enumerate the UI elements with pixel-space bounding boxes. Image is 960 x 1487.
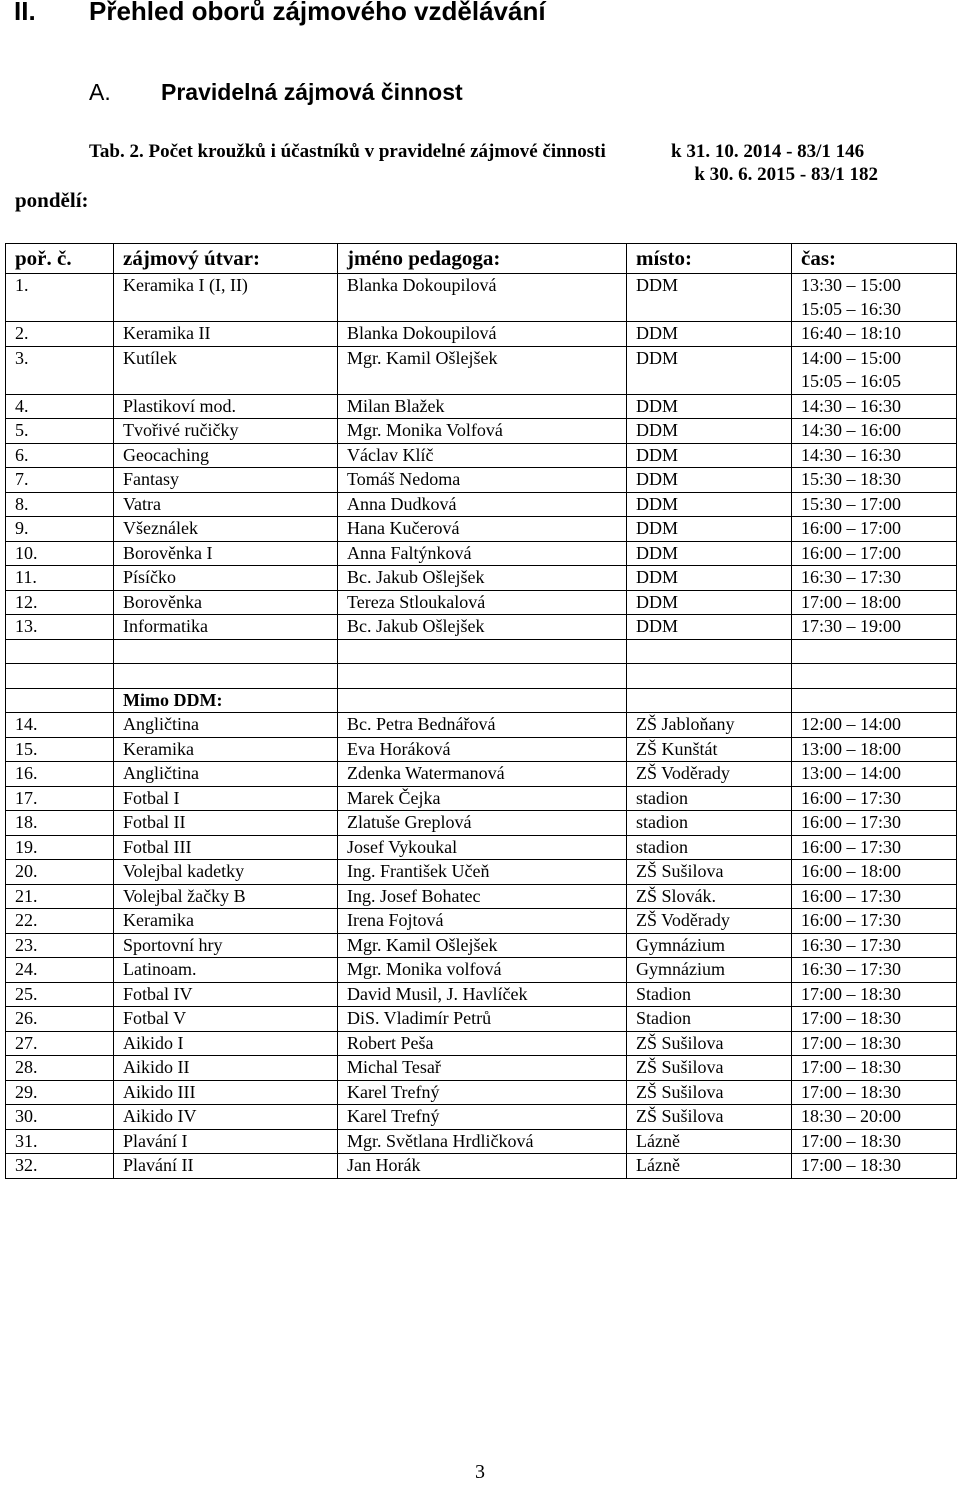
cell-time bbox=[792, 590, 957, 615]
cell-order: 20. bbox=[6, 860, 114, 885]
time-range: 17:00 – 18:30 bbox=[801, 1057, 902, 1077]
cell-order: 9. bbox=[6, 517, 114, 542]
time-range-second: 15:05 – 16:30 bbox=[801, 298, 902, 319]
cell-activity: Aikido I bbox=[114, 1031, 338, 1056]
cell-teacher: Ing. František Učeň bbox=[338, 860, 627, 885]
cell-place: DDM bbox=[627, 517, 792, 542]
cell-place: ZŠ Slovák. bbox=[627, 884, 792, 909]
table-row bbox=[6, 590, 957, 615]
subsection-title: Pravidelná zájmová činnost bbox=[161, 79, 463, 105]
table-row bbox=[6, 566, 957, 591]
cell-time bbox=[792, 443, 957, 468]
cell-activity: Plavání I bbox=[114, 1129, 338, 1154]
cell-place: DDM bbox=[627, 615, 792, 640]
time-range: 16:30 – 17:30 bbox=[801, 934, 902, 955]
page-number: 3 bbox=[475, 1461, 485, 1483]
cell-time bbox=[792, 322, 957, 347]
cell-activity: Aikido II bbox=[114, 1056, 338, 1081]
cell-order: 5. bbox=[6, 419, 114, 444]
time-range: 14:00 – 15:00 bbox=[801, 347, 902, 368]
cell-activity: Fotbal I bbox=[114, 786, 338, 811]
time-range: 16:40 – 18:10 bbox=[801, 323, 902, 343]
time-range: 16:30 – 17:30 bbox=[801, 567, 902, 587]
cell-order: 12. bbox=[6, 590, 114, 615]
cell-time bbox=[792, 958, 957, 983]
cell-order: 14. bbox=[6, 713, 114, 738]
time-range: 13:30 – 15:00 bbox=[801, 275, 902, 295]
header-teacher: jméno pedagoga: bbox=[338, 244, 627, 274]
header-time: čas: bbox=[792, 244, 957, 274]
cell-activity: Písíčko bbox=[114, 566, 338, 591]
cell-time bbox=[792, 468, 957, 493]
cell-activity: Sportovní hry bbox=[114, 933, 338, 958]
time-range: 16:00 – 17:30 bbox=[801, 885, 902, 906]
time-range: 15:30 – 17:00 bbox=[801, 493, 902, 514]
cell-time bbox=[792, 860, 957, 885]
table-row bbox=[6, 517, 957, 542]
schedule-table bbox=[5, 243, 957, 1179]
cell-place: ZŠ Voděrady bbox=[627, 762, 792, 787]
cell-order: 26. bbox=[6, 1007, 114, 1032]
time-range: 17:00 – 18:30 bbox=[801, 1032, 902, 1053]
cell-time bbox=[792, 737, 957, 762]
cell-order: 23. bbox=[6, 933, 114, 958]
cell-teacher: Blanka Dokoupilová bbox=[338, 322, 627, 347]
table-row bbox=[6, 492, 957, 517]
cell-time bbox=[792, 909, 957, 934]
section-number: II. bbox=[14, 0, 36, 26]
cell-time bbox=[792, 884, 957, 909]
cell-time bbox=[792, 1154, 957, 1179]
table-row bbox=[6, 811, 957, 836]
cell-order: 29. bbox=[6, 1080, 114, 1105]
cell-time bbox=[792, 274, 957, 322]
table-row bbox=[6, 1129, 957, 1154]
time-range: 16:00 – 17:30 bbox=[801, 787, 902, 808]
time-range: 16:00 – 17:00 bbox=[801, 542, 902, 563]
cell-teacher: Mgr. Monika volfová bbox=[338, 958, 627, 983]
table-row bbox=[6, 1154, 957, 1179]
cell-place: Stadion bbox=[627, 982, 792, 1007]
time-range: 16:00 – 17:30 bbox=[801, 812, 902, 832]
table-header-row bbox=[6, 244, 957, 274]
cell-place: DDM bbox=[627, 566, 792, 591]
cell-time bbox=[792, 1007, 957, 1032]
table-row bbox=[6, 835, 957, 860]
table-stat-2015: k 30. 6. 2015 - 83/1 182 bbox=[694, 164, 878, 185]
cell-teacher: Robert Peša bbox=[338, 1031, 627, 1056]
cell-teacher: Anna Dudková bbox=[338, 492, 627, 517]
table-row bbox=[6, 884, 957, 909]
table-row bbox=[6, 1056, 957, 1081]
cell-activity: Aikido III bbox=[114, 1080, 338, 1105]
table-row bbox=[6, 933, 957, 958]
cell-order: 24. bbox=[6, 958, 114, 983]
header-place: místo: bbox=[627, 244, 792, 274]
time-range-second: 15:05 – 16:05 bbox=[801, 371, 902, 391]
cell-order: 19. bbox=[6, 835, 114, 860]
time-range: 17:30 – 19:00 bbox=[801, 616, 902, 636]
cell-place: ZŠ Sušilova bbox=[627, 1056, 792, 1081]
cell-activity: Volejbal žačky B bbox=[114, 884, 338, 909]
table-row bbox=[6, 982, 957, 1007]
cell-place: DDM bbox=[627, 468, 792, 493]
cell-teacher: Mgr. Kamil Ošlejšek bbox=[338, 933, 627, 958]
cell-order: 15. bbox=[6, 737, 114, 762]
cell-teacher: Hana Kučerová bbox=[338, 517, 627, 542]
cell-time bbox=[792, 419, 957, 444]
cell-activity: Volejbal kadetky bbox=[114, 860, 338, 885]
cell-place: DDM bbox=[627, 394, 792, 419]
cell-order: 13. bbox=[6, 615, 114, 640]
cell-teacher: Tereza Stloukalová bbox=[338, 590, 627, 615]
mimo-ddm-row bbox=[6, 688, 957, 713]
cell-order: 31. bbox=[6, 1129, 114, 1154]
time-range: 17:00 – 18:30 bbox=[801, 1155, 902, 1175]
table-row bbox=[6, 394, 957, 419]
cell-teacher: Mgr. Světlana Hrdličková bbox=[338, 1129, 627, 1154]
table-row bbox=[6, 737, 957, 762]
subsection-letter: A. bbox=[89, 79, 111, 105]
cell-teacher: Jan Horák bbox=[338, 1154, 627, 1179]
cell-activity: Plastikoví mod. bbox=[114, 394, 338, 419]
time-range: 17:00 – 18:30 bbox=[801, 983, 902, 1004]
cell-activity: Keramika I (I, II) bbox=[114, 274, 338, 322]
cell-place: ZŠ Sušilova bbox=[627, 1031, 792, 1056]
cell-teacher: Bc. Jakub Ošlejšek bbox=[338, 566, 627, 591]
cell-order: 7. bbox=[6, 468, 114, 493]
cell-activity: Kutílek bbox=[114, 346, 338, 394]
time-range: 17:00 – 18:00 bbox=[801, 591, 902, 612]
cell-place: Gymnázium bbox=[627, 933, 792, 958]
cell-time bbox=[792, 762, 957, 787]
cell-activity: Informatika bbox=[114, 615, 338, 640]
cell-order: 32. bbox=[6, 1154, 114, 1179]
cell-time bbox=[792, 933, 957, 958]
cell-order: 10. bbox=[6, 541, 114, 566]
cell-activity: Angličtina bbox=[114, 762, 338, 787]
cell-teacher: Eva Horáková bbox=[338, 737, 627, 762]
table-row bbox=[6, 443, 957, 468]
header-activity: zájmový útvar: bbox=[114, 244, 338, 274]
table-row bbox=[6, 1080, 957, 1105]
cell-order: 6. bbox=[6, 443, 114, 468]
cell-activity: Keramika II bbox=[114, 322, 338, 347]
table-row bbox=[6, 1031, 957, 1056]
table-row bbox=[6, 468, 957, 493]
cell-activity: Angličtina bbox=[114, 713, 338, 738]
cell-teacher: Michal Tesař bbox=[338, 1056, 627, 1081]
cell-order: 3. bbox=[6, 346, 114, 394]
cell-teacher: Irena Fojtová bbox=[338, 909, 627, 934]
cell-activity: Vatra bbox=[114, 492, 338, 517]
cell-time bbox=[792, 1105, 957, 1130]
cell-order: 30. bbox=[6, 1105, 114, 1130]
cell-time bbox=[792, 541, 957, 566]
cell-time bbox=[792, 1031, 957, 1056]
cell-order: 22. bbox=[6, 909, 114, 934]
cell-place: Lázně bbox=[627, 1154, 792, 1179]
time-range: 14:30 – 16:00 bbox=[801, 420, 902, 440]
table-caption bbox=[89, 141, 864, 163]
header-order: poř. č. bbox=[6, 244, 114, 274]
cell-time bbox=[792, 615, 957, 640]
cell-activity: Keramika bbox=[114, 737, 338, 762]
cell-time bbox=[792, 713, 957, 738]
section-heading bbox=[14, 0, 546, 27]
table-row bbox=[6, 419, 957, 444]
cell-order: 4. bbox=[6, 394, 114, 419]
cell-teacher: Anna Faltýnková bbox=[338, 541, 627, 566]
cell-order: 25. bbox=[6, 982, 114, 1007]
cell-order: 18. bbox=[6, 811, 114, 836]
cell-place: DDM bbox=[627, 590, 792, 615]
time-range: 12:00 – 14:00 bbox=[801, 714, 902, 734]
table-row bbox=[6, 346, 957, 394]
cell-time bbox=[792, 492, 957, 517]
table-row bbox=[6, 786, 957, 811]
cell-time bbox=[792, 786, 957, 811]
cell-activity: Fotbal V bbox=[114, 1007, 338, 1032]
time-range: 16:00 – 17:00 bbox=[801, 518, 902, 538]
cell-place: stadion bbox=[627, 811, 792, 836]
cell-time bbox=[792, 346, 957, 394]
cell-teacher: Václav Klíč bbox=[338, 443, 627, 468]
cell-teacher: David Musil, J. Havlíček bbox=[338, 982, 627, 1007]
day-label: pondělí: bbox=[15, 188, 89, 212]
mimo-ddm-label: Mimo DDM: bbox=[114, 688, 338, 713]
table-caption-text: Tab. 2. Počet kroužků i účastníků v pravidelné zájmové činnosti bbox=[89, 141, 606, 162]
table-row bbox=[6, 1105, 957, 1130]
table-row bbox=[6, 541, 957, 566]
cell-order: 2. bbox=[6, 322, 114, 347]
cell-time bbox=[792, 566, 957, 591]
cell-order: 8. bbox=[6, 492, 114, 517]
cell-teacher: Blanka Dokoupilová bbox=[338, 274, 627, 322]
cell-teacher: Tomáš Nedoma bbox=[338, 468, 627, 493]
cell-time bbox=[792, 1129, 957, 1154]
time-range: 16:00 – 17:30 bbox=[801, 836, 902, 857]
time-range: 13:00 – 18:00 bbox=[801, 738, 902, 759]
cell-time bbox=[792, 1056, 957, 1081]
table-stat-2014: k 31. 10. 2014 - 83/1 146 bbox=[671, 141, 865, 162]
cell-activity: Fotbal III bbox=[114, 835, 338, 860]
cell-teacher: Ing. Josef Bohatec bbox=[338, 884, 627, 909]
cell-teacher: Milan Blažek bbox=[338, 394, 627, 419]
cell-teacher: Mgr. Monika Volfová bbox=[338, 419, 627, 444]
cell-activity: Všeználek bbox=[114, 517, 338, 542]
cell-activity: Latinoam. bbox=[114, 958, 338, 983]
time-range: 18:30 – 20:00 bbox=[801, 1106, 902, 1126]
cell-teacher: DiS. Vladimír Petrů bbox=[338, 1007, 627, 1032]
cell-teacher: Zlatuše Greplová bbox=[338, 811, 627, 836]
cell-activity: Keramika bbox=[114, 909, 338, 934]
cell-place: ZŠ Jabloňany bbox=[627, 713, 792, 738]
table-row bbox=[6, 713, 957, 738]
time-range: 17:00 – 18:30 bbox=[801, 1130, 902, 1151]
table-row bbox=[6, 615, 957, 640]
cell-teacher: Mgr. Kamil Ošlejšek bbox=[338, 346, 627, 394]
cell-activity: Fantasy bbox=[114, 468, 338, 493]
time-range: 16:30 – 17:30 bbox=[801, 959, 902, 979]
cell-place: ZŠ Sušilova bbox=[627, 1105, 792, 1130]
cell-teacher: Bc. Jakub Ošlejšek bbox=[338, 615, 627, 640]
cell-teacher: Karel Trefný bbox=[338, 1105, 627, 1130]
empty-row bbox=[6, 639, 957, 664]
cell-activity: Aikido IV bbox=[114, 1105, 338, 1130]
cell-activity: Borověnka I bbox=[114, 541, 338, 566]
cell-place: DDM bbox=[627, 274, 792, 322]
cell-teacher: Zdenka Watermanová bbox=[338, 762, 627, 787]
cell-place: DDM bbox=[627, 541, 792, 566]
cell-order: 21. bbox=[6, 884, 114, 909]
cell-teacher: Bc. Petra Bednářová bbox=[338, 713, 627, 738]
cell-order: 27. bbox=[6, 1031, 114, 1056]
cell-place: ZŠ Sušilova bbox=[627, 1080, 792, 1105]
table-row bbox=[6, 1007, 957, 1032]
cell-place: stadion bbox=[627, 786, 792, 811]
table-row bbox=[6, 322, 957, 347]
cell-activity: Plavání II bbox=[114, 1154, 338, 1179]
cell-place: DDM bbox=[627, 443, 792, 468]
cell-order: 17. bbox=[6, 786, 114, 811]
cell-order: 16. bbox=[6, 762, 114, 787]
cell-activity: Fotbal IV bbox=[114, 982, 338, 1007]
cell-teacher: Marek Čejka bbox=[338, 786, 627, 811]
table-row bbox=[6, 958, 957, 983]
cell-place: DDM bbox=[627, 492, 792, 517]
cell-teacher: Karel Trefný bbox=[338, 1080, 627, 1105]
cell-time bbox=[792, 394, 957, 419]
time-range: 17:00 – 18:30 bbox=[801, 1081, 902, 1102]
cell-place: ZŠ Sušilova bbox=[627, 860, 792, 885]
table-row bbox=[6, 274, 957, 322]
cell-order: 1. bbox=[6, 274, 114, 322]
cell-time bbox=[792, 835, 957, 860]
empty-row bbox=[6, 664, 957, 689]
cell-teacher: Josef Vykoukal bbox=[338, 835, 627, 860]
section-title: Přehled oborů zájmového vzdělávání bbox=[89, 0, 546, 26]
time-range: 13:00 – 14:00 bbox=[801, 763, 902, 783]
cell-activity: Fotbal II bbox=[114, 811, 338, 836]
cell-activity: Tvořivé ručičky bbox=[114, 419, 338, 444]
cell-order: 28. bbox=[6, 1056, 114, 1081]
table-row bbox=[6, 762, 957, 787]
cell-place: DDM bbox=[627, 346, 792, 394]
table-row bbox=[6, 909, 957, 934]
time-range: 14:30 – 16:30 bbox=[801, 395, 902, 416]
cell-place: DDM bbox=[627, 419, 792, 444]
cell-activity: Borověnka bbox=[114, 590, 338, 615]
cell-order: 11. bbox=[6, 566, 114, 591]
cell-place: Lázně bbox=[627, 1129, 792, 1154]
time-range: 14:30 – 16:30 bbox=[801, 444, 902, 465]
subsection-heading bbox=[89, 79, 463, 106]
cell-place: stadion bbox=[627, 835, 792, 860]
cell-place: Gymnázium bbox=[627, 958, 792, 983]
cell-place: Stadion bbox=[627, 1007, 792, 1032]
table-row bbox=[6, 860, 957, 885]
cell-time bbox=[792, 811, 957, 836]
cell-activity: Geocaching bbox=[114, 443, 338, 468]
cell-time bbox=[792, 982, 957, 1007]
cell-place: DDM bbox=[627, 322, 792, 347]
time-range: 15:30 – 18:30 bbox=[801, 469, 902, 489]
cell-time bbox=[792, 1080, 957, 1105]
cell-place: ZŠ Voděrady bbox=[627, 909, 792, 934]
cell-time bbox=[792, 517, 957, 542]
time-range: 17:00 – 18:30 bbox=[801, 1008, 902, 1028]
time-range: 16:00 – 17:30 bbox=[801, 910, 902, 930]
cell-place: ZŠ Kunštát bbox=[627, 737, 792, 762]
time-range: 16:00 – 18:00 bbox=[801, 861, 902, 881]
